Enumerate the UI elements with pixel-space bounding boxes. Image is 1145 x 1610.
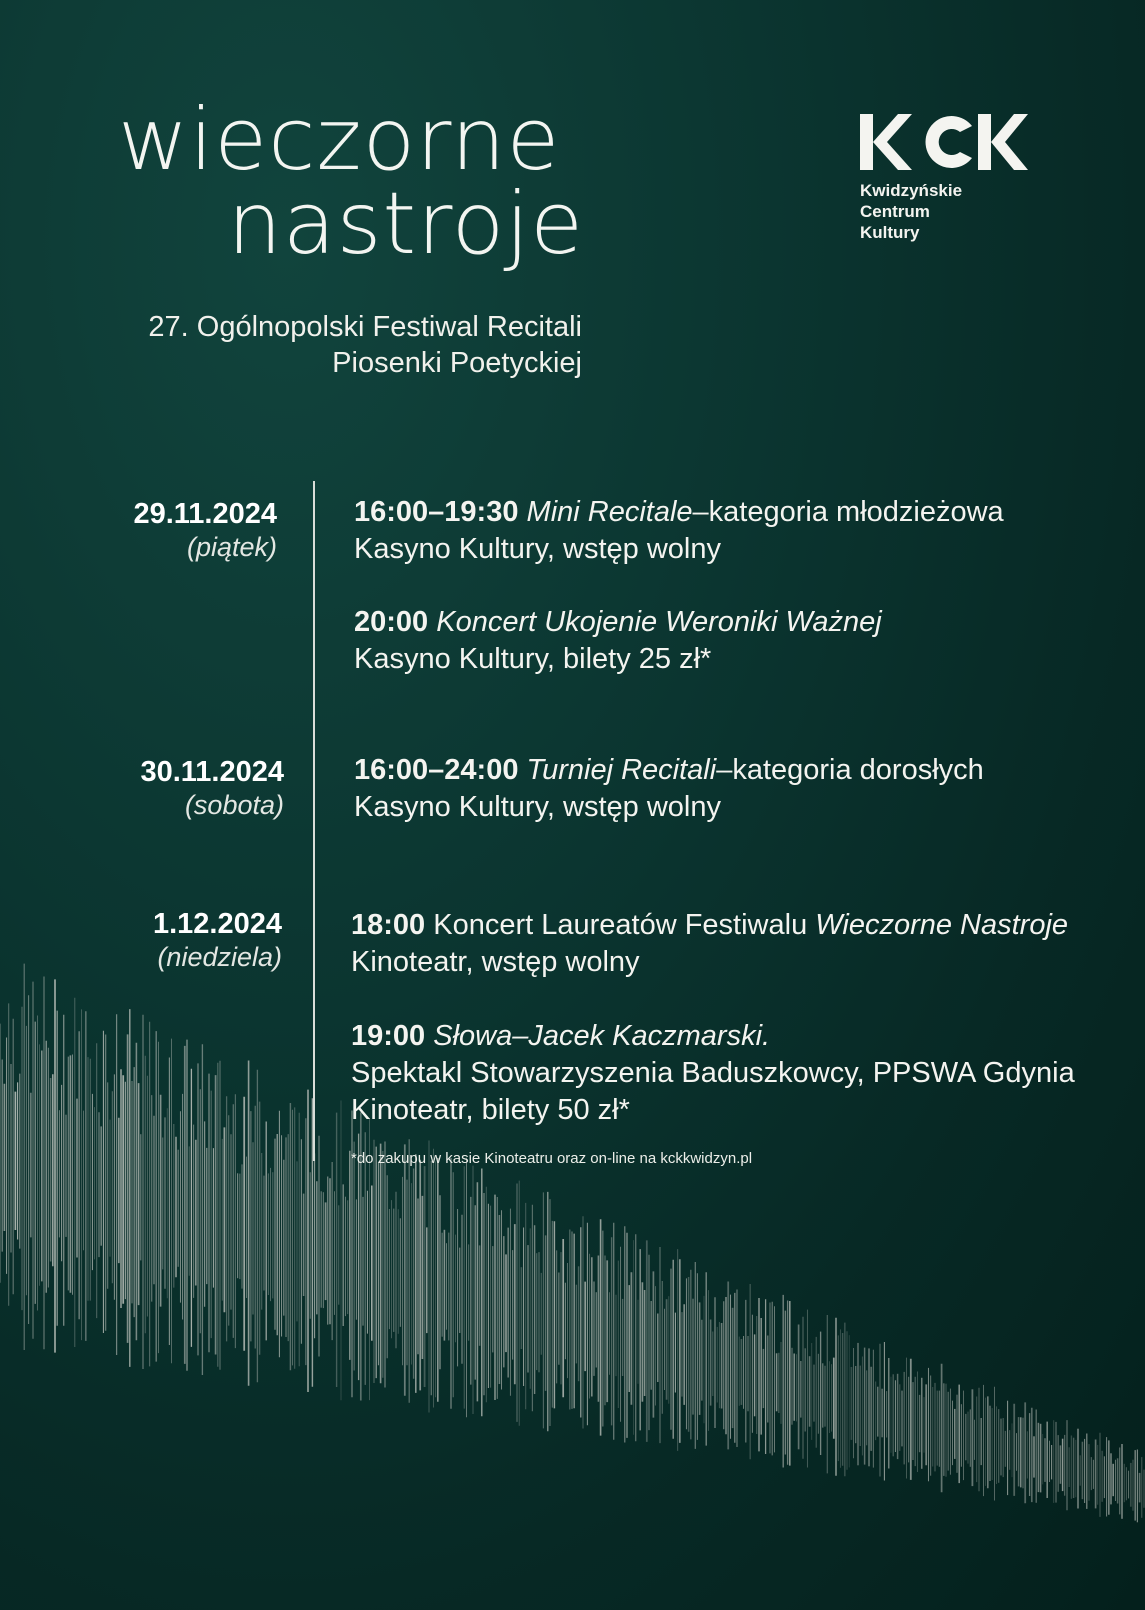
title-line-2: nastroje xyxy=(227,174,584,274)
day-1 xyxy=(77,497,277,563)
festival-subtitle xyxy=(100,309,582,381)
day-date: 1.12.2024 xyxy=(152,908,282,940)
festival-title xyxy=(118,90,588,274)
event-suffix: –kategoria młodzieżowa xyxy=(692,496,1004,528)
event-details: Kinoteatr, wstęp wolny xyxy=(351,946,640,978)
day-date: 29.11.2024 xyxy=(133,498,277,530)
event-time: 18:00 xyxy=(351,909,426,941)
event-suffix: –kategoria dorosłych xyxy=(716,754,984,786)
event-koncert-ukojenie xyxy=(354,604,882,678)
event-title: Koncert Ukojenie Weroniki Ważnej xyxy=(436,606,882,638)
event-mini-recitale xyxy=(354,494,1004,568)
subtitle-line-2: Piosenki Poetyckiej xyxy=(332,347,582,379)
event-time: 16:00–24:00 xyxy=(354,754,519,786)
day-date: 30.11.2024 xyxy=(140,756,284,788)
event-title: Słowa–Jacek Kaczmarski. xyxy=(433,1020,771,1052)
timeline-divider xyxy=(313,481,315,1161)
kck-logo xyxy=(860,114,1035,243)
title-line-1: wieczorne xyxy=(118,90,561,190)
day-weekday: (sobota) xyxy=(184,790,284,820)
event-title: Mini Recitale xyxy=(526,496,693,528)
event-time: 19:00 xyxy=(351,1020,426,1052)
kck-logo-mark-icon xyxy=(860,114,1030,170)
day-3 xyxy=(82,907,282,973)
event-details: Kasyno Kultury, wstęp wolny xyxy=(354,791,721,823)
logo-text-line-2: Centrum xyxy=(860,202,930,221)
event-time: 16:00–19:30 xyxy=(354,496,519,528)
event-details: Kasyno Kultury, wstęp wolny xyxy=(354,533,721,565)
event-details: Spektakl Stowarzyszenia Baduszkowcy, PPSWA Gdynia xyxy=(351,1057,1075,1089)
day-2 xyxy=(84,755,284,821)
event-title: Turniej Recitali xyxy=(526,754,717,786)
event-time: 20:00 xyxy=(354,606,429,638)
event-details-2: Kinoteatr, bilety 50 zł* xyxy=(351,1094,630,1126)
day-weekday: (piątek) xyxy=(186,532,277,562)
day-weekday: (niedziela) xyxy=(157,942,282,972)
logo-text-line-1: Kwidzyńskie xyxy=(860,181,963,200)
event-title: Wieczorne Nastroje xyxy=(815,909,1069,941)
logo-text-line-3: Kultury xyxy=(860,223,920,242)
event-koncert-laureatow xyxy=(351,907,1068,981)
ticket-footnote: *do zakupu w kasie Kinoteatru oraz on-line na kckkwidzyn.pl xyxy=(351,1150,753,1167)
event-turniej-recitali xyxy=(354,752,984,826)
subtitle-line-1: 27. Ogólnopolski Festiwal Recitali xyxy=(148,311,582,343)
event-details: Kasyno Kultury, bilety 25 zł* xyxy=(354,643,712,675)
event-slowa-kaczmarski xyxy=(351,1018,1075,1129)
event-prefix: Koncert Laureatów Festiwalu xyxy=(425,909,816,941)
